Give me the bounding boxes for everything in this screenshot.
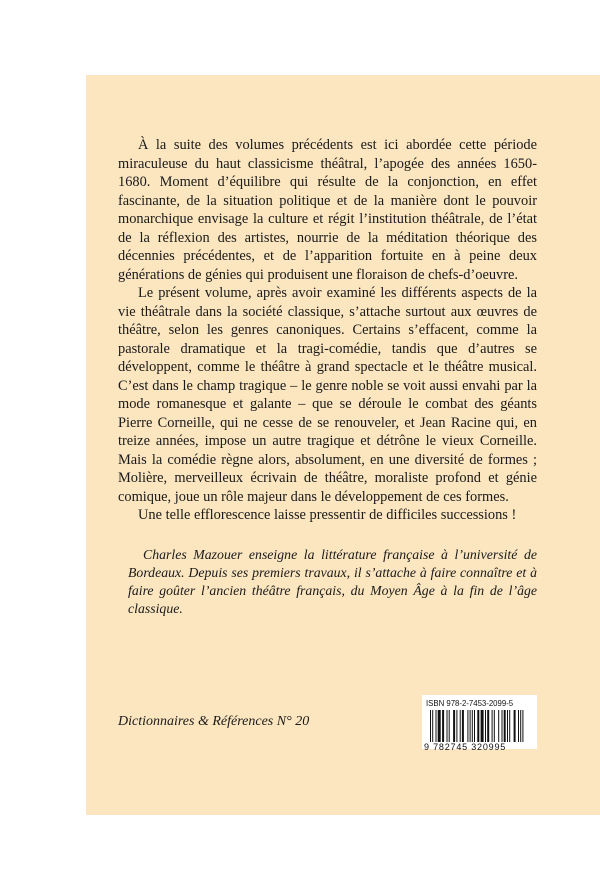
barcode-bars (430, 710, 533, 742)
barcode-bar (447, 710, 448, 742)
barcode-bar (438, 710, 441, 742)
barcode-bar (504, 710, 506, 742)
barcode-bar (430, 710, 431, 742)
summary-paragraph-2: Le présent volume, après avoir examiné les différents aspects de la vie théâtrale dans la société classique, s’attache surtout aux œuvres de théâtre, selon les genres canoniques. Certains s’effacent, comme la pastorale dramatique et la tragi-comédie, tandis que d’autres se développent, comme le théâtre à grand spectacle et le théâtre musical. C’est dans le champ tragique – le genre noble se voit aussi envahi par la mode romanesque et galante – que se déroule le combat des géants Pierre Corneille, qui ne cesse de se renouveler, et Jean Racine qui, en treize années, impose un autre tragique et détrône le vieux Corneille. Mais la comédie règne alors, absolument, en une diversité de formes ; Molière, merveilleux écrivain de théâtre, moraliste profond et génie comique, joue un rôle majeur dans le développement de ces formes. (118, 285, 537, 505)
barcode-bar (432, 710, 433, 742)
summary-paragraph-3: Une telle efflorescence laisse pressentir de difficiles successions ! (138, 507, 517, 523)
barcode-bar (462, 710, 464, 742)
isbn-label: ISBN 978-2-7453-2099-5 (426, 699, 514, 708)
barcode-bar (494, 710, 495, 742)
barcode-bar (474, 710, 475, 742)
barcode-bar (477, 710, 479, 742)
barcode-bar (456, 710, 457, 742)
barcode-bar (481, 710, 484, 742)
barcode-bar (453, 710, 455, 742)
series-label: Dictionnaires & Références N° 20 (118, 714, 310, 729)
barcode-bar (460, 710, 461, 742)
barcode-bar (514, 710, 516, 742)
barcode-bar (442, 710, 444, 742)
author-bio: Charles Mazouer enseigne la littérature française à l’université de Bordeaux. Depuis ses premiers travaux, il s’attache à faire connaître et à faire goûter l’ancien théâtre français, du Moyen Âge à la fin de l’âge classique. (128, 547, 537, 616)
summary-text (118, 136, 537, 525)
barcode-bar (467, 710, 468, 742)
barcode-bar (470, 710, 471, 742)
barcode-bar (502, 710, 503, 742)
barcode-bar (518, 710, 519, 742)
barcode-bar (472, 710, 473, 742)
barcode-bar (507, 710, 508, 742)
barcode-bar (498, 710, 499, 742)
summary-paragraph-1: À la suite des volumes précédents est ici abordée cette période miraculeuse du haut classicisme théâtral, l’apogée des années 1650-1680. Moment d’équilibre qui résulte de la conjonction, en effet fascinante, de la situation politique et de la manière dont le pouvoir monarchique envisage la culture et régit l’institution théâtrale, de l’état de la réflexion des artistes, nourrie de la méditation théorique des décennies précédentes, et de l’apparition fortuite en à peine deux générations de génies qui produisent une floraison de chefs-d’oeuvre. (118, 137, 537, 283)
barcode-bar (485, 710, 486, 742)
barcode-bar (492, 710, 493, 742)
barcode-bar (436, 710, 437, 742)
barcode-bar (487, 710, 489, 742)
barcode-bar (522, 710, 523, 742)
barcode-digits: 9 782745 320995 (424, 742, 507, 752)
barcode-bar (449, 710, 450, 742)
barcode-bar (509, 710, 510, 742)
barcode-bar (520, 710, 521, 742)
